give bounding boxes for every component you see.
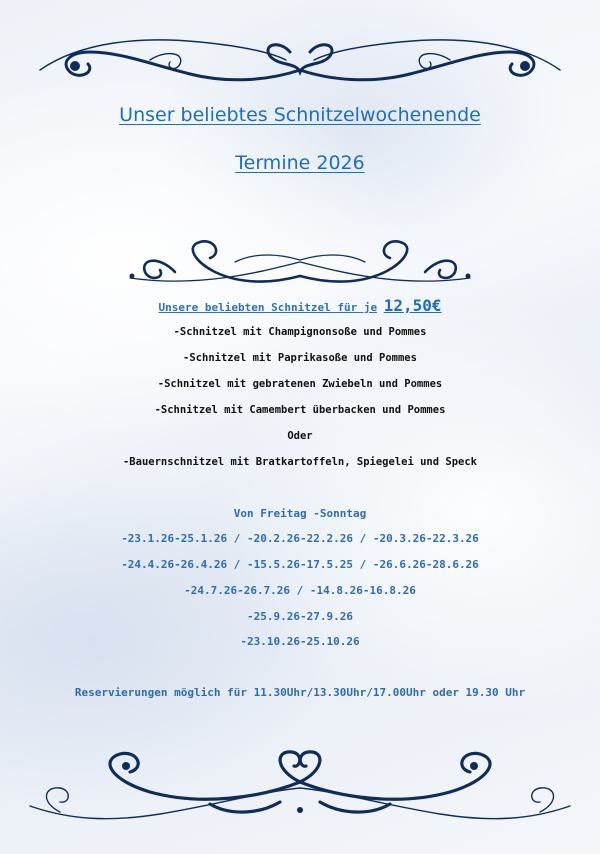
page-title: Unser beliebtes Schnitzelwochenende: [119, 104, 481, 126]
date-line: -23.1.26-25.1.26 / -20.2.26-22.2.26 / -20.3.26-22.3.26: [121, 532, 479, 545]
menu-item: -Schnitzel mit gebratenen Zwiebeln und Pommes: [157, 378, 443, 390]
bottom-scroll-ornament: [0, 742, 600, 826]
menu-item: -Schnitzel mit Paprikasoße und Pommes: [183, 352, 417, 364]
menu-item: -Schnitzel mit Camembert überbacken und Pommes: [154, 404, 446, 416]
date-line: -25.9.26-27.9.26: [247, 610, 353, 623]
menu-item: -Bauernschnitzel mit Bratkartoffeln, Spiegelei und Speck: [122, 456, 477, 468]
top-scroll-ornament: [0, 22, 600, 92]
price-value: 12,50€: [383, 296, 442, 315]
menu-item: -Schnitzel mit Champignonsoße und Pommes: [173, 326, 427, 338]
middle-scroll-ornament: [0, 232, 600, 294]
menu-separator: Oder: [287, 430, 313, 442]
date-line: -24.7.26-26.7.26 / -14.8.26-16.8.26: [184, 584, 416, 597]
date-line: -24.4.26-26.4.26 / -15.5.26-17.5.25 / -26.6.26-28.6.26: [121, 558, 479, 571]
date-line: -23.10.26-25.10.26: [240, 635, 360, 648]
page-subtitle: Termine 2026: [235, 152, 365, 174]
dates-heading: Von Freitag -Sonntag: [233, 507, 367, 520]
reservation-note: Reservierungen möglich für 11.30Uhr/13.30Uhr/17.00Uhr oder 19.30 Uhr: [74, 686, 526, 699]
price-intro: Unsere beliebten Schnitzel für je: [158, 301, 378, 314]
price-line: [0, 296, 600, 315]
